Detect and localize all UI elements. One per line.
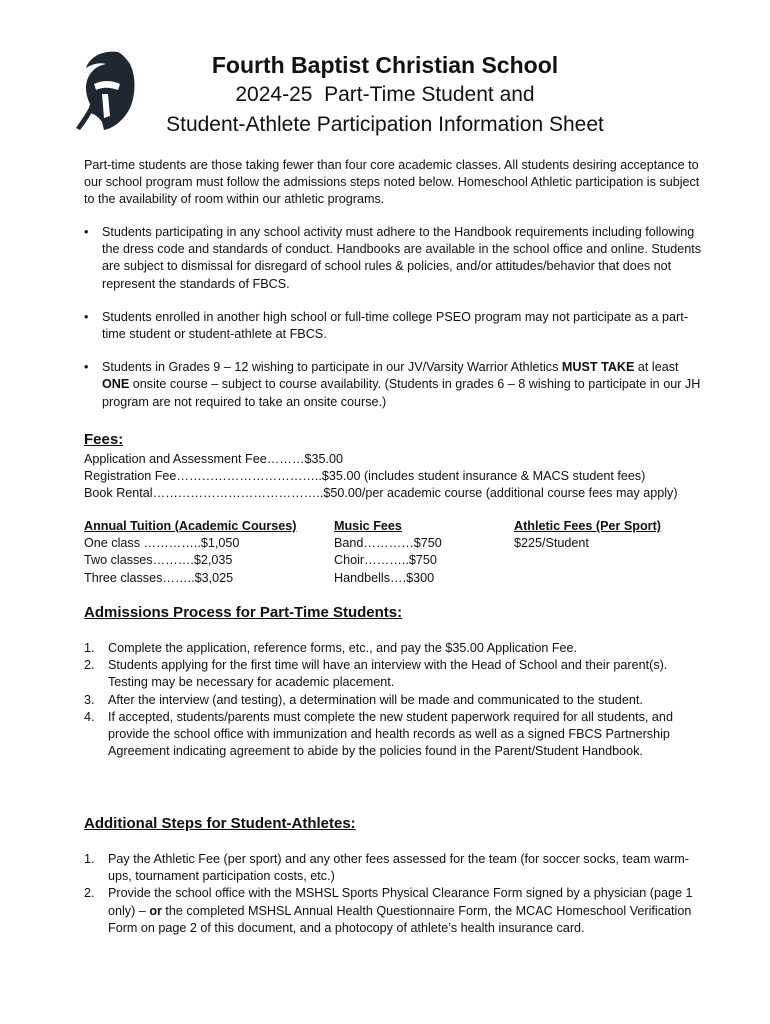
tuition-heading: Annual Tuition (Academic Courses) — [84, 519, 297, 533]
fee-registration: Registration Fee……………………………..$35.00 (includes student insurance & MACS student fees) — [84, 469, 646, 484]
step-number: 3. — [84, 692, 95, 707]
music-row: Choir………..$750 — [334, 553, 437, 568]
list-item — [84, 885, 709, 937]
list-item — [84, 851, 709, 885]
list-item — [84, 309, 709, 343]
school-name: Fourth Baptist Christian School — [211, 52, 559, 78]
bold-text: MUST TAKE — [561, 360, 635, 375]
music-row: Handbells….$300 — [334, 570, 435, 585]
step-number: 4. — [84, 709, 95, 724]
athletes-heading: Additional Steps for Student-Athletes: — [84, 815, 356, 832]
fee-book-rental: Book Rental…………………………………..$50.00/per academic course (additional course fees may apply) — [84, 486, 678, 501]
music-row: Band…………$750 — [334, 536, 442, 551]
step-text: Students applying for the first time will have an interview with the Head of School and their parent(s). Testing may be necessary for academic placement. — [108, 658, 668, 690]
list-item — [84, 640, 709, 657]
step-text: Complete the application, reference forms, etc., and pay the $35.00 Application Fee. — [108, 641, 578, 655]
bullet-text: at least — [634, 360, 679, 375]
tuition-row: Three classes……..$3,025 — [84, 570, 234, 585]
athletic-row: $225/Student — [514, 536, 589, 551]
bold-text: ONE — [102, 377, 130, 392]
tuition-column — [84, 518, 324, 587]
step-text: Pay the Athletic Fee (per sport) and any other fees assessed for the team (for soccer socks, team warm-ups, tournament participation costs, etc.) — [108, 852, 689, 884]
step-number: 2. — [84, 658, 95, 673]
step-text: Provide the school office with the MSHSL Sports Physical Clearance Form signed by a physician (page 1 only) – — [108, 886, 693, 918]
step-number: 1. — [84, 852, 95, 866]
bullet-text: onsite course – subject to course availability. (Students in grades 6 – 8 wishing to participate in our JH program are not required to take an onsite course.) — [102, 377, 701, 409]
music-column — [334, 518, 504, 587]
step-text: the completed MSHSL Annual Health Questionnaire Form, the MCAC Homeschool Verification Form on page 2 of this document, and a photocopy of athlete’s health insurance card. — [108, 903, 692, 935]
step-number: 1. — [84, 641, 95, 655]
bullet-text: Students in Grades 9 – 12 wishing to participate in our JV/Varsity Warrior Athletics — [102, 360, 562, 375]
bold-text: or — [149, 903, 162, 918]
subtitle-line-2: Student-Athlete Participation Information Sheet — [166, 113, 604, 136]
title-block — [120, 50, 650, 140]
step-number: 2. — [84, 886, 95, 901]
tuition-row: One class …………..$1,050 — [84, 536, 240, 551]
step-text: If accepted, students/parents must complete the new student paperwork required for all students, and provide the school office with immunization and health records as well as a signed FBCS Partnership Agreement indicating agreement to abide by the policies found in the Parent/Student Handbook. — [108, 709, 673, 759]
list-item — [84, 709, 709, 761]
requirements-list — [84, 224, 709, 427]
list-item — [84, 692, 709, 709]
bullet-text: Students participating in any school activity must adhere to the Handbook requirements including following the dress code and standards of conduct. Handbooks are available in the school office and online. Students are subject to dismissal for disregard of school rules & policies, and/or attitudes/behavior that does not represent the standards of FBCS. — [102, 225, 702, 291]
admissions-heading: Admissions Process for Part-Time Students: — [84, 604, 403, 621]
admissions-steps — [84, 640, 709, 760]
step-text: After the interview (and testing), a determination will be made and communicated to the student. — [108, 692, 643, 707]
intro-paragraph: Part-time students are those taking fewer than four core academic classes. All students desiring acceptance to our school program must follow the admissions steps noted below. Homeschool Athletic participation is subject to the availability of room within our athletic programs. — [84, 158, 700, 207]
list-item — [84, 657, 709, 691]
bullet-text: Students enrolled in another high school or full-time college PSEO program may not participate as a part-time student or student-athlete at FBCS. — [102, 309, 688, 342]
music-heading: Music Fees — [334, 519, 402, 533]
fee-application: Application and Assessment Fee………$35.00 — [84, 452, 344, 466]
athletic-column — [514, 518, 694, 552]
list-item — [84, 359, 709, 411]
list-item — [84, 224, 709, 293]
tuition-row: Two classes……….$2,035 — [84, 553, 233, 568]
fees-list — [84, 451, 724, 503]
subtitle-line-1: 2024-25 Part-Time Student and — [235, 83, 535, 106]
athlete-steps — [84, 851, 709, 937]
fees-heading: Fees: — [84, 431, 124, 448]
athletic-heading: Athletic Fees (Per Sport) — [514, 519, 661, 533]
